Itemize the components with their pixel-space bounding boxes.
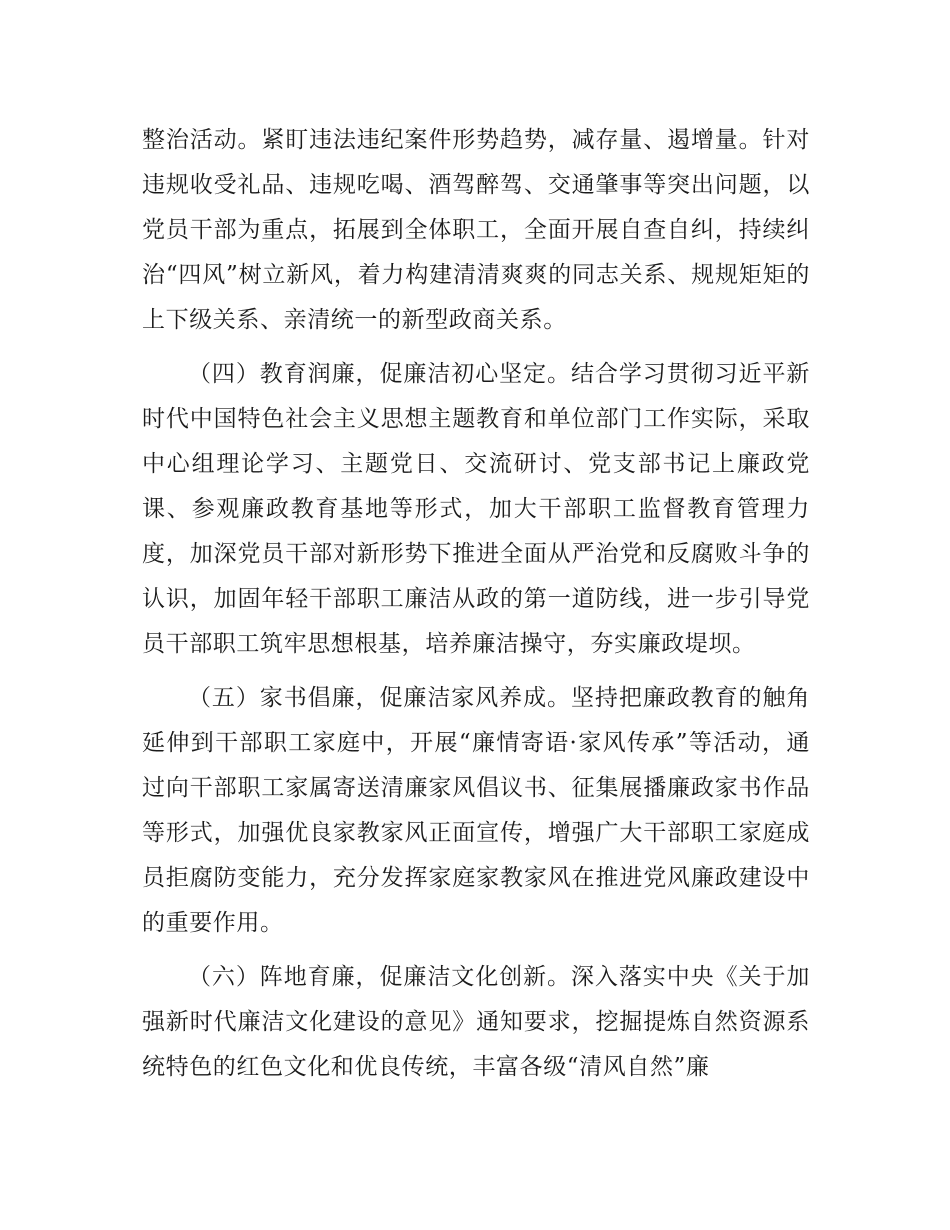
paragraph-continuation: 整治活动。紧盯违法违纪案件形势趋势，减存量、遏增量。针对违规收受礼品、违规吃喝、酒驾醉驾、交通肇事等突出问题，以党员干部为重点，拓展到全体职工，全面开展自查自纠，持续纠治“四风”树立新风，着力构建清清爽爽的同志关系、规规矩矩的上下级关系、亲清统一的新型政商关系。 bbox=[142, 127, 810, 333]
paragraph-section-4: （四）教育润廉，促廉洁初心坚定。结合学习贯彻习近平新时代中国特色社会主义思想主题教育和单位部门工作实际，采取中心组理论学习、主题党日、交流研讨、党支部书记上廉政党课、参观廉政教育基地等形式，加大干部职工监督教育管理力度，加深党员干部对新形势下推进全面从严治党和反腐败斗争的认识，加固年轻干部职工廉洁从政的第一道防线，进一步引导党员干部职工筑牢思想根基，培养廉洁操守，夯实廉政堤坝。 bbox=[142, 361, 810, 657]
paragraph-section-5: （五）家书倡廉，促廉洁家风养成。坚持把廉政教育的触角延伸到干部职工家庭中，开展“廉情寄语·家风传承”等活动，通过向干部职工家属寄送清廉家风倡议书、征集展播廉政家书作品等形式，加强优良家教家风正面宣传，增强广大干部职工家庭成员拒腐防变能力，充分发挥家庭家教家风在推进党风廉政建设中的重要作用。 bbox=[142, 685, 810, 936]
paragraph-section-6: （六）阵地育廉，促廉洁文化创新。深入落实中央《关于加强新时代廉洁文化建设的意见》通知要求，挖掘提炼自然资源系统特色的红色文化和优良传统，丰富各级“清风自然”廉 bbox=[142, 964, 810, 1080]
document-body bbox=[142, 118, 810, 1099]
